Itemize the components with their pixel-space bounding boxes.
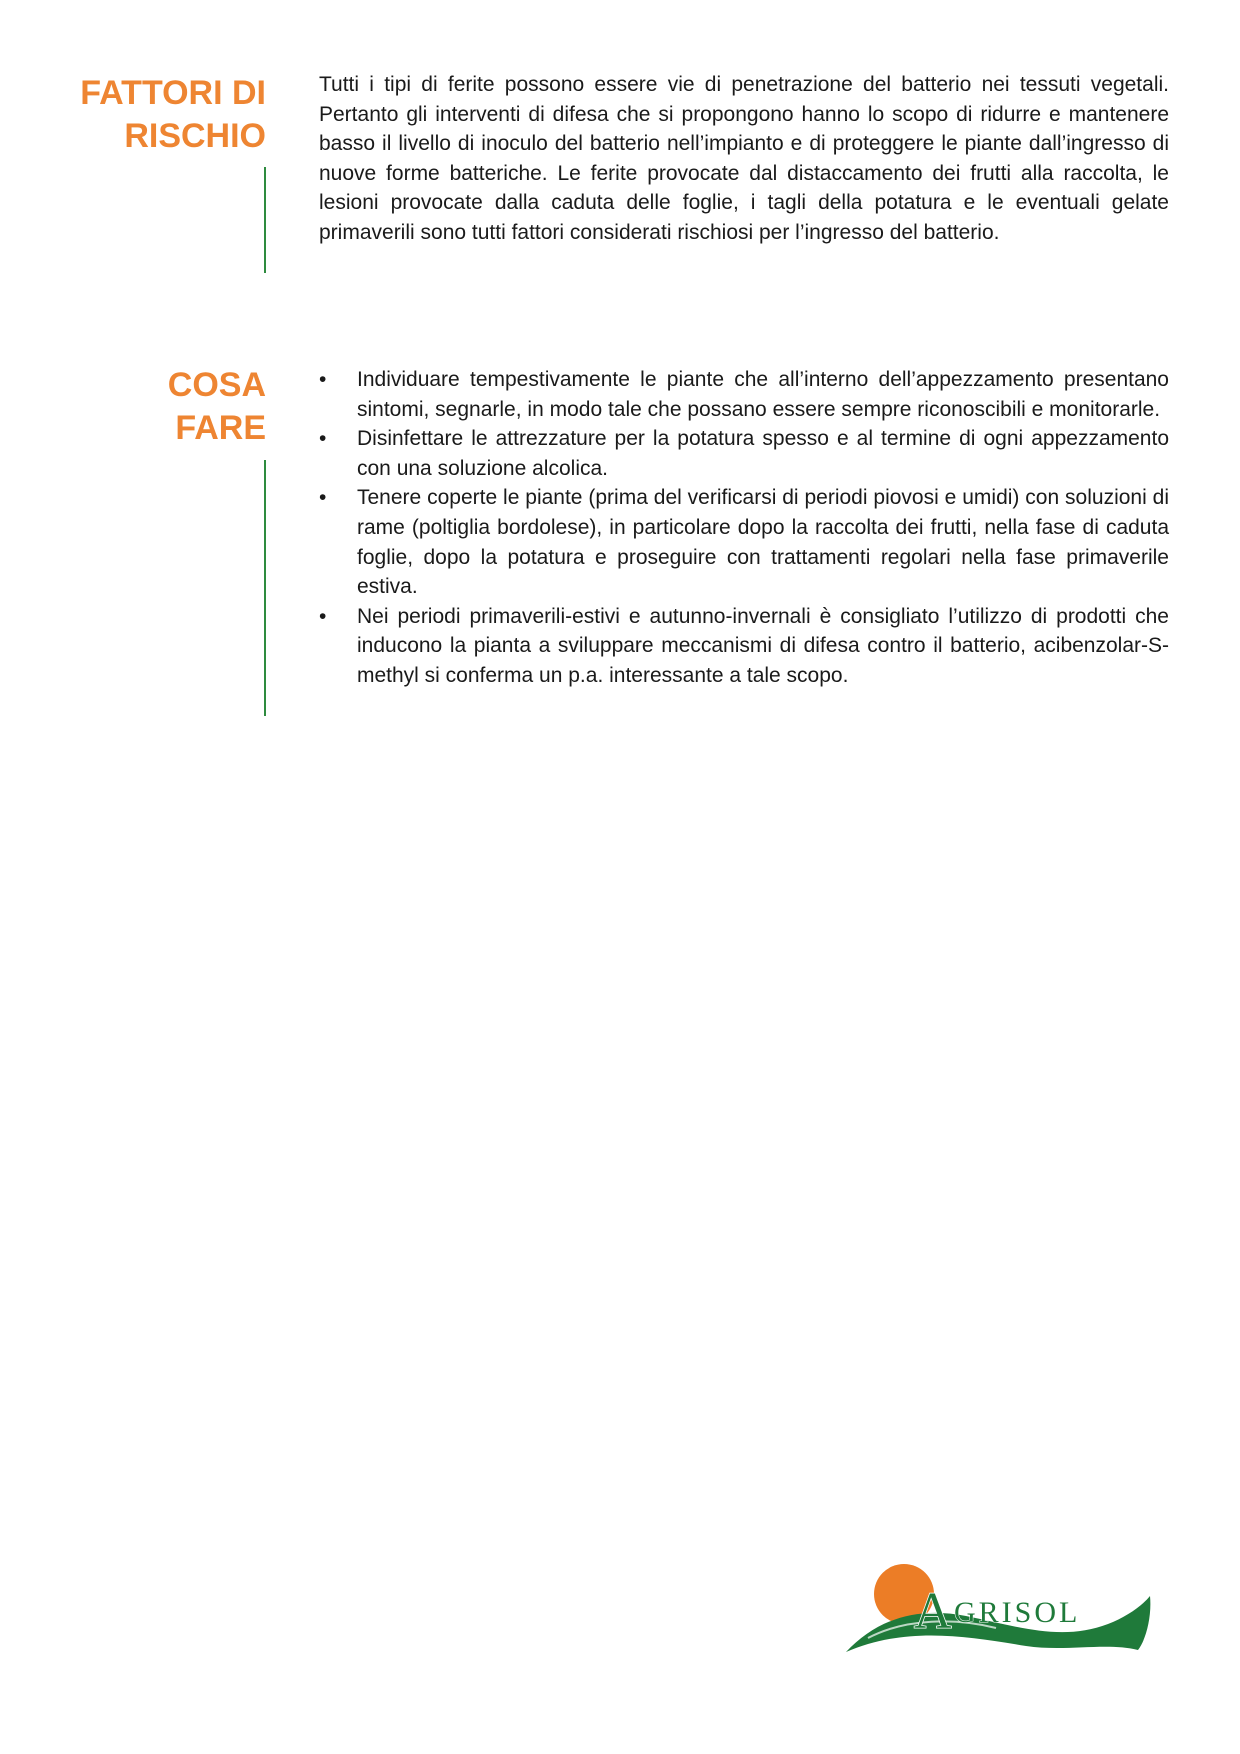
risk-factors-divider [264,167,266,273]
agrisol-logo [846,1556,1156,1656]
risk-factors-body: Tutti i tipi di ferite possono essere vie di penetrazione del batterio nei tessuti vegetali. Pertanto gli interventi di difesa che si propongono hanno lo scopo di ridurre e mantenere basso il livello di inoculo del batterio nell’impianto e di proteggere le piante dall’ingresso di nuove forme batteriche. Le ferite provocate dal distaccamento dei frutti alla raccolta, le lesioni provocate dalla caduta delle foglie, i tagli della potatura e le eventuali gelate primaverili sono tutti fattori considerati rischiosi per l’ingresso del batterio. [319,73,1169,244]
risk-factors-heading-line1: FATTORI DI [80,74,266,112]
what-to-do-heading-line1: COSA [167,366,266,404]
what-to-do-divider [264,460,266,716]
risk-factors-heading-line2: RISCHIO [124,117,266,155]
list-item: • Tenere coperte le piante (prima del verificarsi di periodi piovosi e umidi) con soluzioni di rame (poltiglia bordolese), in particolare dopo la raccolta dei frutti, nella fase di caduta foglie, dopo la potatura e proseguire con trattamenti regolari nella fase primaverile estiva. [319,483,1169,601]
what-to-do-heading [46,364,266,450]
what-to-do-list [319,365,1169,691]
logo-wordmark: GRISOL [954,1596,1081,1629]
logo-initial: A [914,1583,952,1640]
list-item: • Disinfettare le attrezzature per la potatura spesso e al termine di ogni appezzamento con una soluzione alcolica. [319,424,1169,483]
what-to-do-heading-line2: FARE [175,409,266,447]
list-item: • Nei periodi primaverili-estivi e autunno-invernali è consigliato l’utilizzo di prodotti che inducono la pianta a sviluppare meccanismi di difesa contro il batterio, acibenzolar-S-methyl si conferma un p.a. interessante a tale scopo. [319,602,1169,691]
list-item: • Individuare tempestivamente le piante che all’interno dell’appezzamento presentano sintomi, segnarle, in modo tale che possano essere sempre riconoscibili e monitorarle. [319,365,1169,424]
risk-factors-heading [46,72,266,158]
